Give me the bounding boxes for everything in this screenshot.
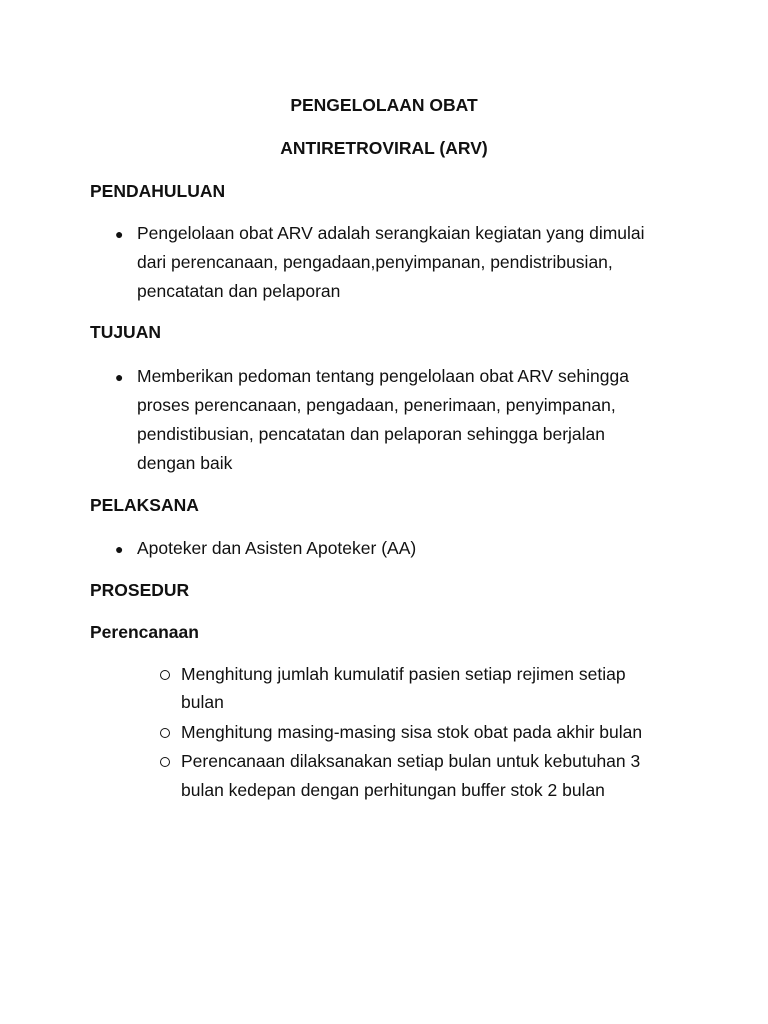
prosedur-item-2-line-1: Menghitung masing-masing sisa stok obat pada akhir bulan	[181, 722, 643, 742]
section-heading-pelaksana: PELAKSANA	[90, 495, 199, 515]
section-heading-prosedur: PROSEDUR	[90, 580, 190, 600]
subheading-perencanaan: Perencanaan	[90, 622, 199, 642]
prosedur-item-1-line-1: Menghitung jumlah kumulatif pasien setiap rejimen setiap	[181, 664, 626, 684]
pelaksana-line-1: Apoteker dan Asisten Apoteker (AA)	[137, 538, 417, 558]
tujuan-line-1: Memberikan pedoman tentang pengelolaan obat ARV sehingga	[137, 366, 629, 386]
circle-bullet-icon	[160, 757, 170, 767]
section-heading-tujuan: TUJUAN	[90, 322, 161, 342]
prosedur-item-3-line-2: bulan kedepan dengan perhitungan buffer stok 2 bulan	[181, 780, 605, 800]
document-title-line-2: ANTIRETROVIRAL (ARV)	[280, 138, 488, 158]
section-heading-pendahuluan: PENDAHULUAN	[90, 181, 226, 201]
tujuan-line-3: pendistibusian, pencatatan dan pelaporan sehingga berjalan	[137, 424, 606, 444]
circle-bullet-icon	[160, 728, 170, 738]
bullet-icon: ●	[115, 369, 124, 385]
bullet-icon: ●	[115, 541, 124, 557]
circle-bullet-icon	[160, 670, 170, 680]
prosedur-item-1-line-2: bulan	[181, 692, 224, 712]
pendahuluan-line-3: pencatatan dan pelaporan	[137, 281, 341, 301]
tujuan-line-4: dengan baik	[137, 453, 233, 473]
document-title-line-1: PENGELOLAAN OBAT	[290, 95, 478, 115]
prosedur-item-3-line-1: Perencanaan dilaksanakan setiap bulan untuk kebutuhan 3	[181, 751, 641, 771]
tujuan-line-2: proses perencanaan, pengadaan, penerimaan, penyimpanan,	[137, 395, 616, 415]
pendahuluan-line-1: Pengelolaan obat ARV adalah serangkaian kegiatan yang dimulai	[137, 223, 645, 243]
pendahuluan-line-2: dari perencanaan, pengadaan,penyimpanan, pendistribusian,	[137, 252, 613, 272]
bullet-icon: ●	[115, 226, 124, 242]
